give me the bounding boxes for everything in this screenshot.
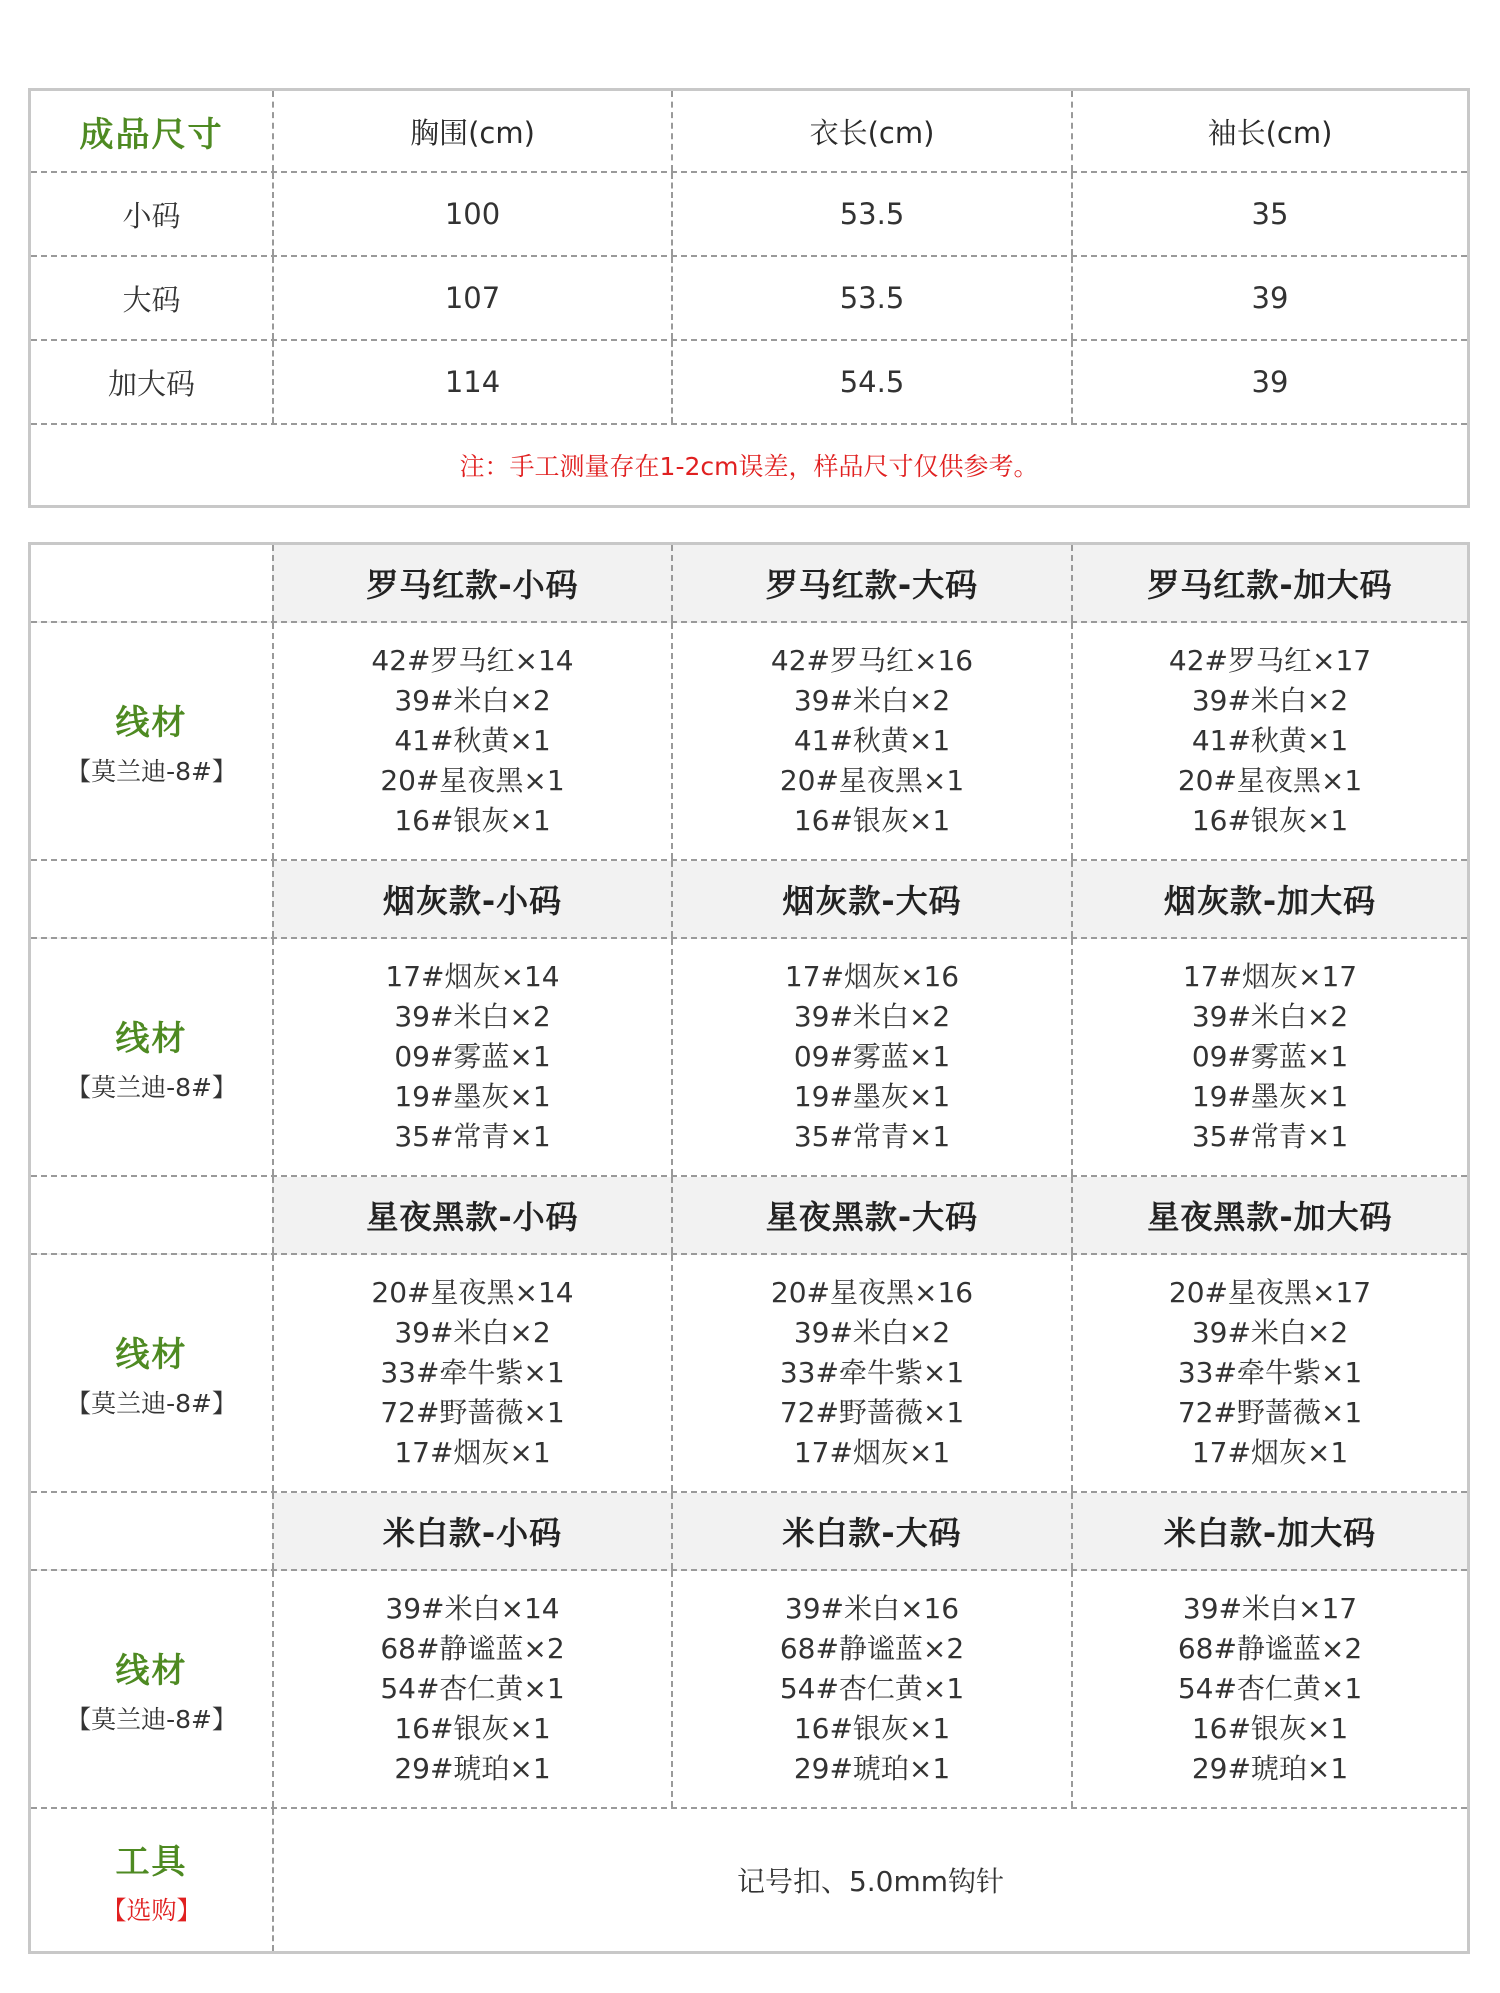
yarn-list: [1071, 623, 1467, 859]
yarn-item: 20#星夜黑×14: [371, 1276, 574, 1309]
yarn-item: 39#米白×14: [385, 1592, 560, 1625]
yarn-item: 41#秋黄×1: [394, 724, 551, 757]
yarn-item: 20#星夜黑×1: [1177, 764, 1363, 797]
yarn-item: 16#银灰×1: [394, 1712, 551, 1745]
sleeve-value: 35: [1251, 197, 1289, 231]
yarn-item: 39#米白×2: [394, 1316, 551, 1349]
yarn-item: 54#杏仁黄×1: [1177, 1672, 1363, 1705]
yarn-row: [31, 1571, 1467, 1809]
tools-value: 记号扣、5.0mm钩针: [736, 1865, 1005, 1898]
variant-title: 米白款-小码: [382, 1514, 563, 1552]
variant-title: 烟灰款-小码: [382, 882, 563, 920]
header-length-cell: [671, 91, 1071, 171]
yarn-item: 54#杏仁黄×1: [779, 1672, 965, 1705]
yarn-item: 17#烟灰×17: [1182, 960, 1358, 993]
tools-sub-label: 【选购】: [101, 1895, 202, 1925]
variant-title: 烟灰款-加大码: [1163, 882, 1377, 920]
size-header-row: [31, 91, 1467, 173]
yarn-item: 39#米白×16: [784, 1592, 960, 1625]
yarn-item: 17#烟灰×1: [394, 1436, 551, 1469]
yarn-label: 线材: [115, 702, 188, 743]
yarn-row: [31, 623, 1467, 861]
yarn-item: 09#雾蓝×1: [793, 1040, 951, 1073]
yarn-item: 68#静谧蓝×2: [1177, 1632, 1363, 1665]
size-label: 加大码: [107, 366, 195, 401]
tools-row: [31, 1809, 1467, 1951]
yarn-item: 39#米白×2: [793, 1316, 951, 1349]
yarn-item: 09#雾蓝×1: [394, 1040, 551, 1073]
yarn-list: [671, 1571, 1071, 1807]
size-row-small: [31, 173, 1467, 257]
yarn-label: 线材: [115, 1018, 188, 1059]
length-value: 54.5: [839, 365, 905, 399]
yarn-list: [1071, 1255, 1467, 1491]
yarn-item: 39#米白×2: [1191, 1000, 1349, 1033]
length-value: 53.5: [839, 197, 905, 231]
materials-table: [28, 542, 1470, 1954]
yarn-item: 29#琥珀×1: [394, 1752, 551, 1785]
size-note-row: [31, 425, 1467, 505]
yarn-label: 线材: [115, 1650, 188, 1691]
yarn-item: 41#秋黄×1: [793, 724, 951, 757]
sleeve-value: 39: [1251, 281, 1289, 315]
variant-title: 罗马红款-大码: [765, 566, 979, 604]
yarn-item: 42#罗马红×17: [1168, 644, 1372, 677]
yarn-item: 33#牵牛紫×1: [779, 1356, 965, 1389]
yarn-list: [671, 1255, 1071, 1491]
yarn-row: [31, 1255, 1467, 1493]
yarn-item: 16#银灰×1: [793, 804, 951, 837]
yarn-item: 39#米白×2: [394, 684, 551, 717]
size-row-xlarge: [31, 341, 1467, 425]
yarn-brand-label: 【莫兰迪-8#】: [66, 756, 237, 786]
yarn-item: 42#罗马红×16: [770, 644, 974, 677]
header-sleeve-cell: [1071, 91, 1467, 171]
tools-label: 工具: [115, 1841, 188, 1882]
yarn-item: 39#米白×2: [1191, 684, 1349, 717]
yarn-item: 35#常青×1: [1191, 1120, 1349, 1153]
yarn-item: 39#米白×2: [793, 684, 951, 717]
yarn-item: 17#烟灰×16: [784, 960, 960, 993]
yarn-row: [31, 939, 1467, 1177]
yarn-list: [1071, 939, 1467, 1175]
variant-header-row: [31, 1177, 1467, 1255]
yarn-item: 54#杏仁黄×1: [380, 1672, 565, 1705]
yarn-item: 39#米白×2: [793, 1000, 951, 1033]
variant-header-row: [31, 861, 1467, 939]
variant-title: 米白款-大码: [782, 1514, 962, 1552]
chest-value: 107: [444, 281, 501, 315]
yarn-label: 线材: [115, 1334, 188, 1375]
variant-title: 烟灰款-大码: [782, 882, 962, 920]
yarn-item: 33#牵牛紫×1: [1177, 1356, 1363, 1389]
yarn-item: 35#常青×1: [394, 1120, 551, 1153]
size-label: 大码: [122, 282, 181, 317]
chest-value: 114: [444, 365, 501, 399]
yarn-item: 72#野蔷薇×1: [380, 1396, 565, 1429]
yarn-item: 39#米白×2: [1191, 1316, 1349, 1349]
size-table: [28, 88, 1470, 508]
header-chest: 胸围(cm): [410, 115, 535, 150]
variant-title: 星夜黑款-加大码: [1147, 1198, 1393, 1236]
yarn-item: 17#烟灰×1: [1191, 1436, 1349, 1469]
variant-header-row: [31, 1493, 1467, 1571]
variant-title: 星夜黑款-大码: [765, 1198, 979, 1236]
yarn-item: 16#银灰×1: [1191, 1712, 1349, 1745]
header-chest-cell: [272, 91, 671, 171]
variant-title: 罗马红款-加大码: [1147, 566, 1393, 604]
yarn-item: 16#银灰×1: [394, 804, 551, 837]
yarn-list: [272, 1255, 671, 1491]
yarn-item: 29#琥珀×1: [793, 1752, 951, 1785]
yarn-item: 68#静谧蓝×2: [380, 1632, 565, 1665]
size-label: 小码: [122, 198, 181, 233]
yarn-item: 17#烟灰×1: [793, 1436, 951, 1469]
variant-title: 米白款-加大码: [1163, 1514, 1377, 1552]
yarn-list: [272, 1571, 671, 1807]
size-table-title-cell: [31, 91, 272, 171]
yarn-list: [272, 939, 671, 1175]
yarn-item: 29#琥珀×1: [1191, 1752, 1349, 1785]
yarn-item: 16#银灰×1: [793, 1712, 951, 1745]
yarn-item: 33#牵牛紫×1: [380, 1356, 565, 1389]
yarn-item: 39#米白×2: [394, 1000, 551, 1033]
size-table-title: 成品尺寸: [79, 114, 224, 155]
variant-title: 罗马红款-小码: [366, 566, 579, 604]
yarn-item: 16#银灰×1: [1191, 804, 1349, 837]
header-sleeve: 袖长(cm): [1207, 115, 1333, 150]
yarn-item: 72#野蔷薇×1: [779, 1396, 965, 1429]
yarn-list: [671, 939, 1071, 1175]
yarn-brand-label: 【莫兰迪-8#】: [66, 1388, 237, 1418]
yarn-item: 19#墨灰×1: [1191, 1080, 1349, 1113]
yarn-brand-label: 【莫兰迪-8#】: [66, 1072, 237, 1102]
yarn-item: 72#野蔷薇×1: [1177, 1396, 1363, 1429]
yarn-item: 35#常青×1: [793, 1120, 951, 1153]
yarn-item: 42#罗马红×14: [371, 644, 574, 677]
variant-title: 星夜黑款-小码: [366, 1198, 579, 1236]
yarn-item: 09#雾蓝×1: [1191, 1040, 1349, 1073]
yarn-list: [272, 623, 671, 859]
variant-header-row: [31, 545, 1467, 623]
chest-value: 100: [444, 197, 501, 231]
header-length: 衣长(cm): [809, 115, 935, 150]
yarn-item: 20#星夜黑×1: [779, 764, 965, 797]
yarn-item: 20#星夜黑×17: [1168, 1276, 1372, 1309]
length-value: 53.5: [839, 281, 905, 315]
yarn-item: 19#墨灰×1: [394, 1080, 551, 1113]
yarn-item: 20#星夜黑×16: [770, 1276, 974, 1309]
yarn-item: 20#星夜黑×1: [380, 764, 565, 797]
yarn-brand-label: 【莫兰迪-8#】: [66, 1704, 237, 1734]
yarn-item: 41#秋黄×1: [1191, 724, 1349, 757]
yarn-item: 17#烟灰×14: [385, 960, 560, 993]
size-row-large: [31, 257, 1467, 341]
yarn-item: 39#米白×17: [1182, 1592, 1358, 1625]
yarn-item: 19#墨灰×1: [793, 1080, 951, 1113]
measurement-note: 注：手工测量存在1-2cm误差，样品尺寸仅供参考。: [459, 452, 1039, 481]
yarn-item: 68#静谧蓝×2: [779, 1632, 965, 1665]
sleeve-value: 39: [1251, 365, 1289, 399]
yarn-list: [1071, 1571, 1467, 1807]
yarn-list: [671, 623, 1071, 859]
